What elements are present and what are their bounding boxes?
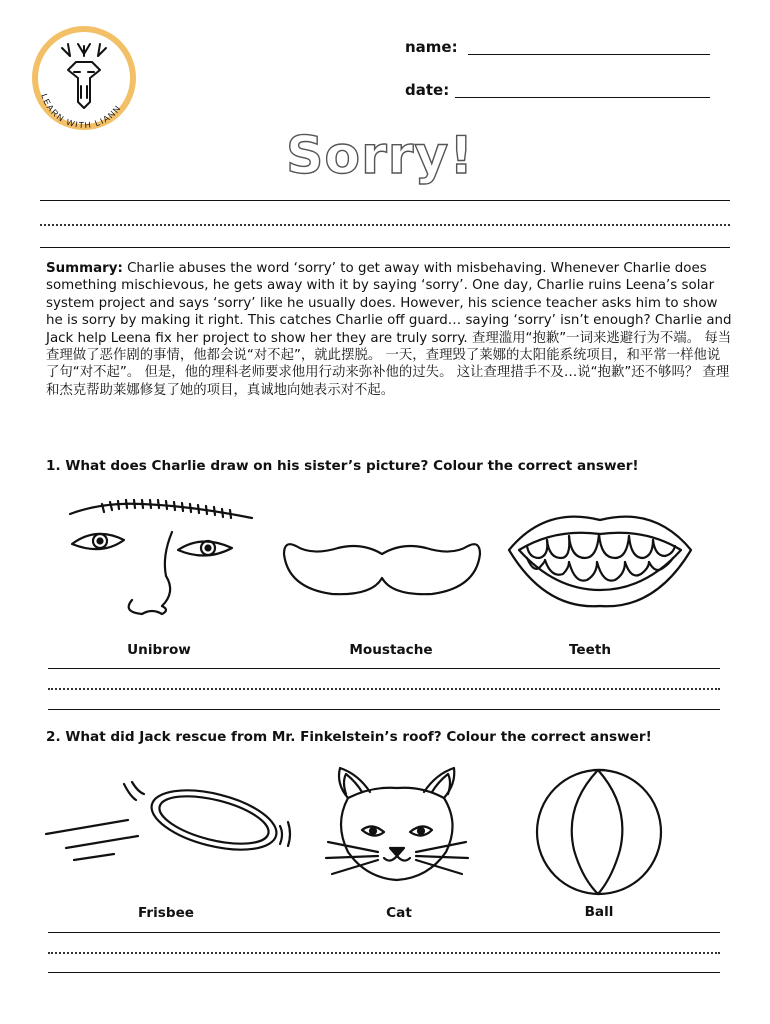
logo-text: LEARN WITH LIANN bbox=[39, 92, 123, 131]
date-label: date: bbox=[405, 81, 450, 99]
option-moustache[interactable]: Moustache bbox=[349, 642, 433, 658]
question-2: 2. What did Jack rescue from Mr. Finkelstein’s roof? Colour the correct answer! bbox=[46, 729, 652, 745]
writing-line bbox=[48, 932, 720, 933]
name-field[interactable] bbox=[468, 54, 710, 55]
option-frisbee[interactable]: Frisbee bbox=[137, 905, 195, 921]
question-1: 1. What does Charlie draw on his sister’s picture? Colour the correct answer! bbox=[46, 458, 639, 474]
ball-icon[interactable] bbox=[534, 766, 664, 896]
writing-line bbox=[48, 709, 720, 710]
writing-line bbox=[40, 247, 730, 248]
teeth-icon[interactable] bbox=[505, 510, 695, 610]
moustache-icon[interactable] bbox=[282, 538, 482, 608]
option-unibrow[interactable]: Unibrow bbox=[127, 642, 191, 658]
page-title: Sorry! bbox=[285, 126, 475, 186]
writing-line-dotted bbox=[40, 224, 730, 226]
date-field[interactable] bbox=[455, 97, 710, 98]
option-cat[interactable]: Cat bbox=[386, 905, 412, 921]
option-ball[interactable]: Ball bbox=[584, 904, 614, 920]
frisbee-icon[interactable] bbox=[44, 780, 294, 870]
writing-line bbox=[40, 200, 730, 201]
summary bbox=[46, 260, 732, 399]
writing-line-dotted bbox=[48, 688, 720, 690]
summary-text-en: Charlie abuses the word ‘sorry’ to get away with misbehaving. Whenever Charlie does something mischievous, he gets away with it by saying ‘sorry’. One day, Charlie ruins Leena’s solar system project and says ‘sorry’ like he usually does. However, his science teacher asks him to show he is sorry by making it right. This catches Charlie off guard… saying ‘sorry’ isn’t enough? Charlie and Jack help Leena fix her project to show her they are truly sorry. bbox=[46, 261, 732, 346]
unibrow-face-icon[interactable] bbox=[62, 496, 262, 626]
writing-line bbox=[48, 668, 720, 669]
summary-label: Summary: bbox=[46, 261, 123, 276]
writing-line bbox=[48, 972, 720, 973]
summary-text-zh: 查理滥用“抱歉”一词来逃避行为不端。 每当查理做了恶作剧的事情，他都会说“对不起”，就此摆脱。 一天，查理毁了莱娜的太阳能系统项目，和平常一样他说了句“对不起”。 但是，他的理科老师要求他用行动来弥补他的过失。 这让查理措手不及…说“抱歉”还不够吗？ 查理和杰克帮助莱娜修复了她的项目，真诚地向她表示对不起。 bbox=[46, 330, 732, 398]
logo bbox=[28, 26, 140, 138]
option-teeth[interactable]: Teeth bbox=[568, 642, 612, 658]
name-label: name: bbox=[405, 38, 458, 56]
writing-line-dotted bbox=[48, 952, 720, 954]
cat-icon[interactable] bbox=[322, 764, 472, 894]
